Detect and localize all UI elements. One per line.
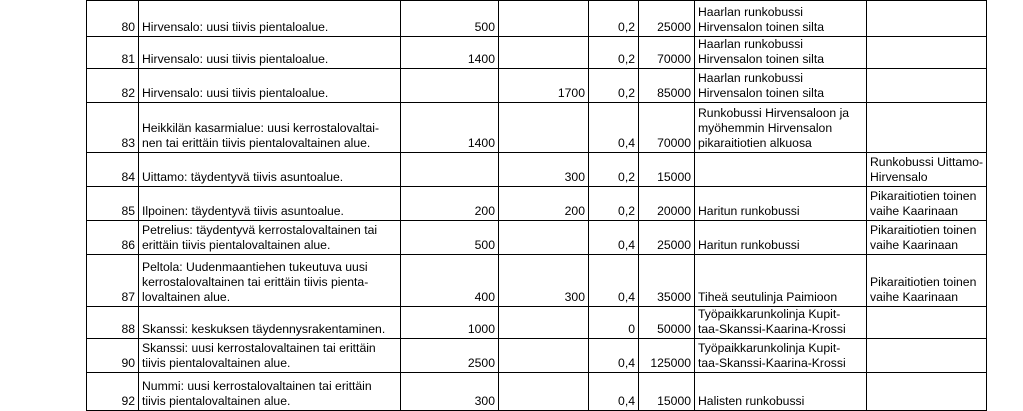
value-col-4: 25000 <box>639 1 695 37</box>
value-col-4: 85000 <box>639 69 695 103</box>
table-row <box>87 69 987 103</box>
area-description-line: lovaltainen alue. <box>142 290 231 304</box>
transit-connection-line: Hirvensalon toinen silta <box>698 86 825 100</box>
transit-connection-line: Haarlan runkobussi <box>698 5 804 19</box>
other-connection-line: Hirvensalo <box>870 170 928 184</box>
transit-connection <box>695 221 867 255</box>
value-col-4: 35000 <box>639 255 695 307</box>
transit-connection-line: taa-Skanssi-Kaarina-Krossi <box>698 356 846 370</box>
transit-connection <box>695 187 867 221</box>
transit-connection-line: Hirvensalon toinen silta <box>698 52 825 66</box>
transit-connection-line: taa-Skanssi-Kaarina-Krossi <box>698 322 846 336</box>
row-number: 92 <box>87 373 139 411</box>
row-number: 85 <box>87 187 139 221</box>
transit-connection-line: Haritun runkobussi <box>698 238 800 252</box>
table-row <box>87 37 987 69</box>
area-description-line: tiivis pientalovaltainen alue. <box>142 394 291 408</box>
other-connection-line: Pikaraitiotien toinen <box>870 275 977 289</box>
value-col-3: 0,2 <box>589 1 639 37</box>
area-description-line: Uittamo: täydentyvä tiivis asuntoalue. <box>142 170 344 184</box>
transit-connection-line: pikaraitiotien alkuosa <box>698 136 812 150</box>
transit-connection-line: Työpaikkarunkolinja Kupit- <box>698 341 841 355</box>
value-col-2 <box>499 339 589 373</box>
row-number: 88 <box>87 307 139 339</box>
table-row <box>87 103 987 153</box>
other-connection-line: vaihe Kaarinaan <box>870 290 959 304</box>
other-connection <box>867 307 987 339</box>
transit-connection <box>695 255 867 307</box>
value-col-2: 1700 <box>499 69 589 103</box>
area-description <box>139 307 401 339</box>
value-col-2: 300 <box>499 255 589 307</box>
transit-connection-line: Haritun runkobussi <box>698 204 800 218</box>
area-description-line: Hirvensalo: uusi tiivis pientaloalue. <box>142 86 329 100</box>
area-description-line: Hirvensalo: uusi tiivis pientaloalue. <box>142 20 329 34</box>
area-description-line: Ilpoinen: täydentyvä tiivis asuntoalue. <box>142 204 344 218</box>
area-description <box>139 37 401 69</box>
value-col-1: 1400 <box>401 37 499 69</box>
value-col-3: 0,4 <box>589 103 639 153</box>
row-number: 83 <box>87 103 139 153</box>
area-description <box>139 153 401 187</box>
transit-connection-line: Tiheä seutulinja Paimioon <box>698 290 838 304</box>
value-col-3: 0,2 <box>589 37 639 69</box>
transit-connection-line: Halisten runkobussi <box>698 394 805 408</box>
transit-connection-line: myöhemmin Hirvensalon <box>698 121 833 135</box>
row-number: 87 <box>87 255 139 307</box>
other-connection <box>867 153 987 187</box>
area-description-line: kerrostalovaltainen tai erittäin tiivis pienta- <box>142 275 369 289</box>
table-row <box>87 1 987 37</box>
value-col-3: 0,4 <box>589 373 639 411</box>
table-row <box>87 373 987 411</box>
row-number: 90 <box>87 339 139 373</box>
area-description <box>139 69 401 103</box>
transit-connection-line: Hirvensalon toinen silta <box>698 20 825 34</box>
value-col-4: 125000 <box>639 339 695 373</box>
row-number: 80 <box>87 1 139 37</box>
value-col-2 <box>499 221 589 255</box>
planning-areas-table <box>86 0 987 411</box>
transit-connection-line: Haarlan runkobussi <box>698 71 804 85</box>
value-col-2: 300 <box>499 153 589 187</box>
other-connection-line: vaihe Kaarinaan <box>870 204 959 218</box>
value-col-2: 200 <box>499 187 589 221</box>
value-col-1: 1000 <box>401 307 499 339</box>
value-col-3: 0 <box>589 307 639 339</box>
value-col-3: 0,4 <box>589 255 639 307</box>
area-description-line: Nummi: uusi kerrostalovaltainen tai erittäin <box>142 379 372 393</box>
area-description <box>139 255 401 307</box>
value-col-1 <box>401 153 499 187</box>
other-connection-line: vaihe Kaarinaan <box>870 238 959 252</box>
other-connection <box>867 339 987 373</box>
area-description <box>139 103 401 153</box>
value-col-4: 15000 <box>639 373 695 411</box>
row-number: 81 <box>87 37 139 69</box>
table-row <box>87 255 987 307</box>
area-description <box>139 1 401 37</box>
transit-connection <box>695 103 867 153</box>
value-col-1: 2500 <box>401 339 499 373</box>
area-description-line: Peltola: Uudenmaantiehen tukeutuva uusi <box>142 260 368 274</box>
other-connection <box>867 255 987 307</box>
area-description-line: tiivis pientalovaltainen alue. <box>142 356 291 370</box>
value-col-2 <box>499 103 589 153</box>
area-description <box>139 187 401 221</box>
value-col-1: 1400 <box>401 103 499 153</box>
area-description-line: nen tai erittäin tiivis pientalovaltainen alue. <box>142 136 371 150</box>
value-col-2 <box>499 1 589 37</box>
transit-connection-line: Haarlan runkobussi <box>698 37 804 51</box>
value-col-4: 15000 <box>639 153 695 187</box>
table-row <box>87 307 987 339</box>
value-col-2 <box>499 307 589 339</box>
area-description-line: Skanssi: keskuksen täydennysrakentaminen. <box>142 322 386 336</box>
value-col-2 <box>499 373 589 411</box>
value-col-4: 25000 <box>639 221 695 255</box>
other-connection <box>867 103 987 153</box>
value-col-1: 200 <box>401 187 499 221</box>
table-row <box>87 153 987 187</box>
value-col-1 <box>401 69 499 103</box>
value-col-4: 50000 <box>639 307 695 339</box>
other-connection <box>867 221 987 255</box>
transit-connection <box>695 153 867 187</box>
value-col-2 <box>499 37 589 69</box>
transit-connection <box>695 69 867 103</box>
area-description <box>139 221 401 255</box>
value-col-3: 0,4 <box>589 221 639 255</box>
other-connection-line: Pikaraitiotien toinen <box>870 223 977 237</box>
other-connection-line: Pikaraitiotien toinen <box>870 189 977 203</box>
other-connection <box>867 1 987 37</box>
value-col-3: 0,2 <box>589 187 639 221</box>
area-description-line: Petrelius: täydentyvä kerrostalovaltainen tai <box>142 223 378 237</box>
area-description <box>139 373 401 411</box>
table-body <box>87 1 987 411</box>
row-number: 84 <box>87 153 139 187</box>
value-col-3: 0,4 <box>589 339 639 373</box>
value-col-1: 500 <box>401 1 499 37</box>
table-row <box>87 339 987 373</box>
value-col-1: 300 <box>401 373 499 411</box>
table-row <box>87 187 987 221</box>
other-connection <box>867 373 987 411</box>
value-col-1: 400 <box>401 255 499 307</box>
transit-connection <box>695 1 867 37</box>
transit-connection-line: Runkobussi Hirvensaloon ja <box>698 106 850 120</box>
area-description-line: Hirvensalo: uusi tiivis pientaloalue. <box>142 52 329 66</box>
table-row <box>87 221 987 255</box>
value-col-3: 0,2 <box>589 69 639 103</box>
transit-connection <box>695 37 867 69</box>
value-col-4: 20000 <box>639 187 695 221</box>
transit-connection <box>695 373 867 411</box>
other-connection <box>867 37 987 69</box>
value-col-3: 0,2 <box>589 153 639 187</box>
transit-connection <box>695 307 867 339</box>
area-description-line: Heikkilän kasarmialue: uusi kerrostalovaltai- <box>142 121 380 135</box>
other-connection <box>867 69 987 103</box>
value-col-1: 500 <box>401 221 499 255</box>
area-description-line: erittäin tiivis pientalovaltainen alue. <box>142 238 331 252</box>
transit-connection-line: Työpaikkarunkolinja Kupit- <box>698 307 841 321</box>
area-description <box>139 339 401 373</box>
area-description-line: Skanssi: uusi kerrostalovaltainen tai erittäin <box>142 341 376 355</box>
transit-connection <box>695 339 867 373</box>
value-col-4: 70000 <box>639 37 695 69</box>
other-connection <box>867 187 987 221</box>
row-number: 86 <box>87 221 139 255</box>
value-col-4: 70000 <box>639 103 695 153</box>
row-number: 82 <box>87 69 139 103</box>
other-connection-line: Runkobussi Uittamo- <box>870 155 984 169</box>
